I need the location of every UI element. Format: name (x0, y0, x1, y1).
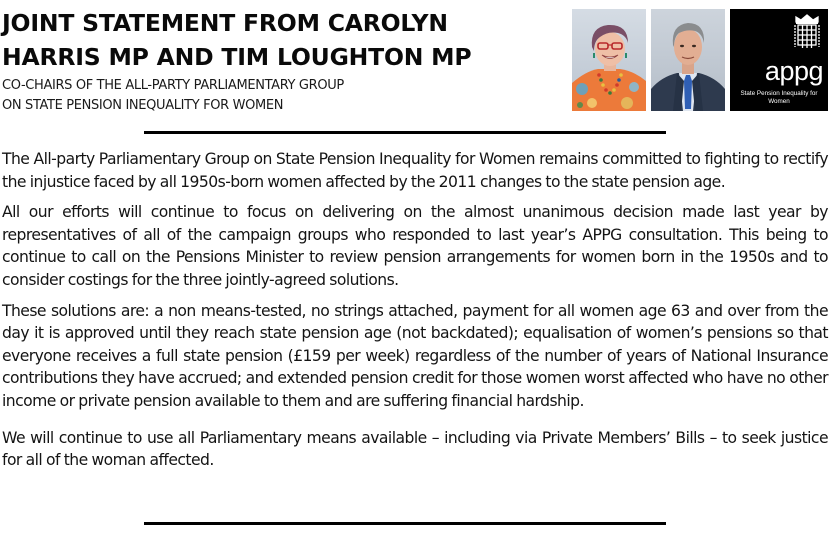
paragraph-3: These solutions are: a non means-tested, no strings attached, payment for all women age 63 and over from the day it is approved until they reach state pension age (not backdated); equalisation of women’s pensions so that everyone receives a full state pension (£159 per week) regardless of the number of years of National Insurance contributions they have accrued; and extended pension credit for those women worst affected who have no other income or private pension available to them and are suffering financial hardship. (2, 301, 828, 410)
portrait-carolyn-harris (572, 9, 646, 111)
paragraph-4: We will continue to use all Parliamentary means available – including via Private Members’ Bills – to seek justice for all of the woman affected. (2, 428, 828, 470)
appg-logo (730, 9, 828, 111)
subtitle-line-2: ON STATE PENSION INEQUALITY FOR WOMEN (2, 98, 284, 113)
appg-caption: State Pension Inequality for Women (740, 90, 818, 105)
appg-wordmark: appg (764, 56, 823, 86)
portrait-tim-loughton (651, 9, 725, 111)
statement-body (2, 148, 828, 480)
header-images (572, 9, 828, 111)
document-header (0, 0, 830, 120)
page-title (2, 6, 471, 74)
title-line-2: HARRIS MP AND TIM LOUGHTON MP (2, 43, 472, 71)
paragraph-2: All our efforts will continue to focus on delivering on the almost unanimous decision made last year by representatives of all of the campaign groups who responded to last year’s APPG consultation. This being to continue to call on the Pensions Minister to review pension arrangements for women born in the 1950s and to consider costings for the three jointly-agreed solutions. (2, 203, 828, 289)
subtitle-line-1: CO-CHAIRS OF THE ALL-PARTY PARLIAMENTARY GROUP (2, 78, 344, 93)
portcullis-icon (792, 13, 822, 53)
paragraph-1: The All-party Parliamentary Group on State Pension Inequality for Women remains committed to fighting to rectify the injustice faced by all 1950s-born women affected by the 2011 changes to the state pension age. (2, 150, 828, 191)
title-line-1: JOINT STATEMENT FROM CAROLYN (2, 9, 448, 37)
page-subtitle (2, 76, 344, 116)
divider-top (144, 131, 666, 134)
divider-bottom (144, 522, 666, 525)
